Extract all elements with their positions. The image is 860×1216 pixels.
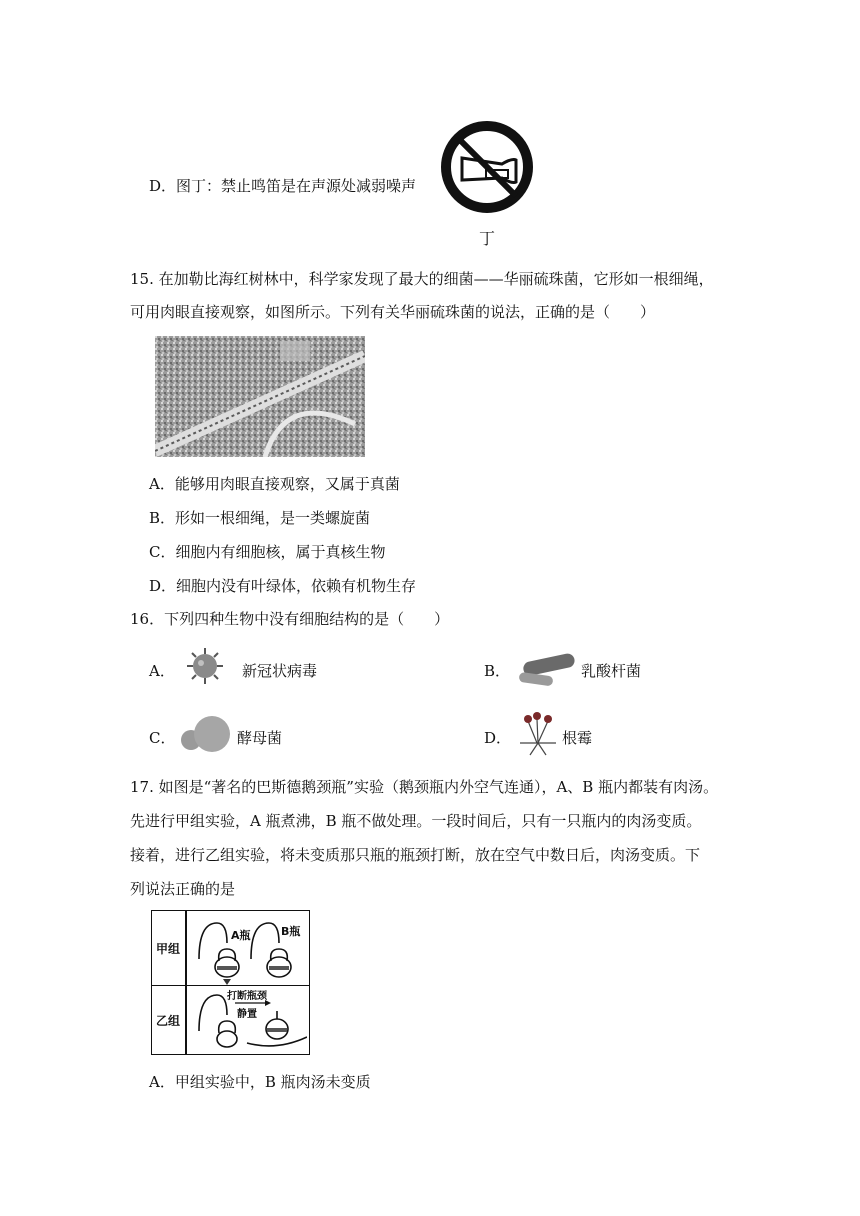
q16-option-d-letter: D． [484, 729, 512, 747]
arrow-label-break: 打断瓶颈 [227, 991, 267, 1002]
q17-option-a: A．甲组实验中，B 瓶肉汤未变质 [149, 1073, 371, 1091]
q16-option-b-name: 乳酸杆菌 [581, 662, 642, 680]
row-label-yi: 乙组 [156, 1014, 181, 1028]
yeast-image-icon [175, 712, 235, 756]
bacteria-photo [155, 336, 365, 457]
q15-stem-line2: 可用肉眼直接观察，如图所示。下列有关华丽硫珠菌的说法，正确的是（ ） [130, 303, 656, 321]
q17-stem-line1: 17. 如图是“著名的巴斯德鹅颈瓶”实验（鹅颈瓶内外空气连通），A、B 瓶内都装有肉汤。 [130, 778, 719, 796]
rhizopus-image-icon [516, 709, 560, 759]
q15-option-b: B．形如一根细绳，是一类螺旋菌 [149, 509, 371, 527]
q16-option-c-letter: C． [149, 729, 176, 747]
row-label-jia: 甲组 [156, 942, 181, 956]
flask-a-label: A瓶 [231, 929, 251, 942]
q15-option-d: D．细胞内没有叶绿体，依赖有机物生存 [149, 577, 417, 595]
q15-option-a: A．能够用肉眼直接观察，又属于真菌 [149, 475, 400, 493]
q17-stem-line2: 先进行甲组实验，A 瓶煮沸，B 瓶不做处理。一段时间后，只有一只瓶内的肉汤变质。 [130, 812, 702, 830]
flask-b-label: B瓶 [281, 925, 301, 938]
q16-stem: 16．下列四种生物中没有细胞结构的是（ ） [130, 610, 450, 628]
q15-option-c: C．细胞内有细胞核，属于真核生物 [149, 543, 386, 561]
q16-option-c-name: 酵母菌 [237, 729, 283, 747]
q16-option-a-name: 新冠状病毒 [242, 662, 318, 680]
figure-ding-label: 丁 [478, 229, 496, 248]
virus-image-icon [180, 643, 230, 689]
q15-stem-line1: 15. 在加勒比海红树林中，科学家发现了最大的细菌——华丽硫珠菌，它形如一根细绳， [130, 270, 714, 288]
q16-option-b-letter: B． [484, 662, 511, 680]
q16-option-d-name: 根霉 [562, 729, 593, 747]
q17-stem-line4: 列说法正确的是 [130, 880, 236, 898]
pasteur-flask-figure [151, 910, 310, 1055]
arrow-label-still: 静置 [237, 1009, 257, 1020]
no-horn-sign-icon [440, 120, 540, 250]
lactobacillus-image-icon [517, 644, 577, 690]
q14-option-d: D．图丁：禁止鸣笛是在声源处减弱噪声 [149, 177, 417, 195]
q16-option-a-letter: A． [149, 662, 175, 680]
q17-stem-line3: 接着，进行乙组实验，将未变质那只瓶的瓶颈打断，放在空气中数日后，肉汤变质。下 [130, 846, 701, 864]
